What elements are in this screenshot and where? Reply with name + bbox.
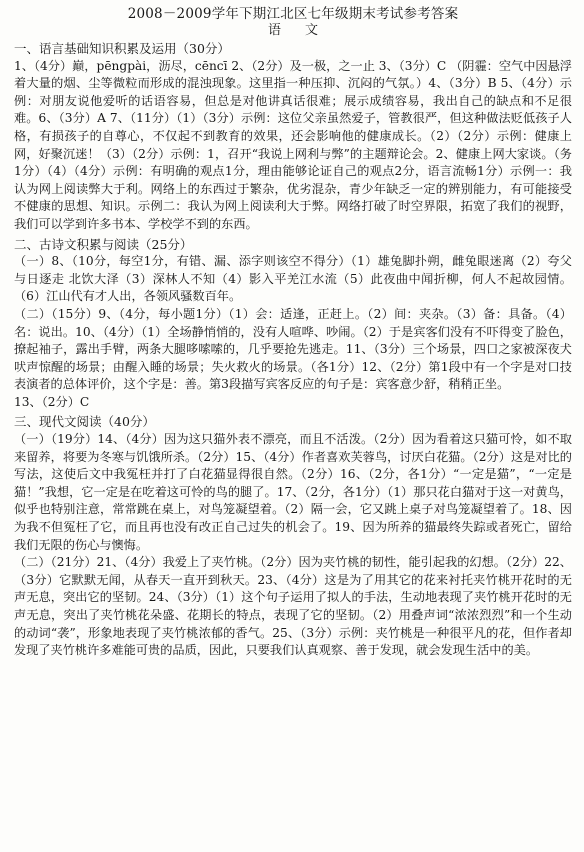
section-heading: 二、古诗文积累与阅读（25分） [14, 236, 193, 252]
section-2 [14, 236, 572, 412]
section-1 [14, 40, 572, 234]
answer-paragraph: （二）（21分）21、（4分）我爱上了夹竹桃。（2分）因为夹竹桃的韧性，能引起我的幻想。（2分）22、（3分）它默默无闻，从春天一直开到秋天。23、（4分）这是为了用其它的花来衬托夹竹桃开花时的无声无息，突出它的坚韧。24、（3分）（1）这个句子运用了拟人的手法，生动地表现了夹竹桃开花时的无声无息，突出了夹竹桃花朵盛、花期长的特点，表现了它的坚韧。（2）用叠声词“浓浓烈烈”和一个生动的动词“袭”，形象地表现了夹竹桃浓郁的香气。25、（3分）示例：夹竹桃是一种很平凡的花，但作者却发现了夹竹桃许多难能可贵的品质，因此，只要我们认真观察、善于发现，就会发现生活中的美。 [14, 555, 572, 658]
document-title: 2008－2009学年下期江北区七年级期末考试参考答案 [127, 6, 459, 22]
section-3 [14, 413, 572, 659]
subject-title: 语文 [267, 23, 342, 38]
answer-paragraph: 1、（4分）巅，pēngpài，沥尽，cēncī 2、（2分）及一极，之一止 3、（3分）C （阴霾：空气中因悬浮着大量的烟、尘等微粒而形成的混浊现象。这里指一种压抑、沉闷的气氛。）4、（3分）B 5、（4分）示例：对朋友说他爱听的话语容易，但总是对他讲真话很难；展示成绩容易，我出自己的缺点和不足很难。6、（3分）A 7、（11分）（1）（3分）示例：这位父亲虽然爱子，管教很严，但这种做法贬低孩子人格，有损孩子的自尊心，不仅起不到教育的效果，还会影响他的健康成长。（2）（2分）示例：健康上网，好聚沉迷！（3）（2分）示例：1，召开“我说上网利与弊”的主题辩论会。2、健康上网大家谈。（务1分）（4）（4分）示例：有明确的观点1分，理由能够论证自己的观点2分，语言流畅1分）示例一：我认为网上阅读弊大于利。网络上的东西过于繁杂，优劣混杂，青少年缺乏一定的辨别能力，有可能接受不健康的思想、知识。示例二：我认为网上阅读利大于弊。网络打破了时空界限，拓宽了我们的视野，我们可以学到许多书本、学校学不到的东西。 [14, 58, 572, 231]
section-heading: 一、语言基础知识积累及运用（30分） [14, 41, 230, 56]
answer-paragraph: （一）8、（10分，每空1分，有错、漏、添字则该空不得分）（1）雄兔脚扑朔，雌兔眼迷离（2）夸父与日逐走 北饮大泽（3）深林人不知（4）影入平羌江水流（5）此夜曲中闻折柳，何人不起故园情。（6）江山代有才人出，各领风骚数百年。 [14, 254, 572, 304]
answer-paragraph: （一）（19分）14、（4分）因为这只猫外表不漂亮，而且不活泼。（2分）因为看着这只猫可怜，如不取来留养，将要为冬寒与饥饿所杀。（2分）15、（4分）作者喜欢芙蓉鸟，讨厌白花猫。（2分）这是对比的写法，这使后文中我冤枉并打了白花猫显得很自然。（2分）16、（2分，各1分）“一定是猫”，“一定是猫！”我想，它一定是在吃着这可怜的鸟的腿了。17、（2分，各1分）（1）那只花白猫对于这一对黄鸟，似乎也特别注意，常常跳在桌上，对鸟笼凝望着。（2）隔一会，它又跳上桌子对鸟笼凝望着了。18、因为我不但冤枉了它，而且再也没有改正自己过失的机会了。19、因为所养的猫最终失踪或者死亡，留给我们无限的伤心与懊悔。 [14, 432, 572, 552]
section-heading: 三、现代文阅读（40分） [14, 414, 155, 430]
answer-paragraph: 13、（2分）C [14, 394, 90, 409]
answer-paragraph: （二）（15分）9、（4分，每小题1分）（1）会：适逢，正赶上。（2）间：夹杂。（3）备：具备。（4）名：说出。10、（4分）（1）全场静悄悄的，没有人喧哗、吵闹。（2）于是宾客们没有不吓得变了脸色，撩起袖子，露出手臂，两条大腿哆嗦嗦的，几乎要抢先逃走。11、（3分）三个场景，四口之家被深夜犬吠声惊醒的场景；由醒入睡的场景；失火救火的场景。（各1分）12、（2分）第1段中有一个字是对口技表演者的总体评价，这个字是：善。第3段描写宾客反应的句子是：宾客意少舒，稍稍正坐。 [14, 306, 572, 392]
